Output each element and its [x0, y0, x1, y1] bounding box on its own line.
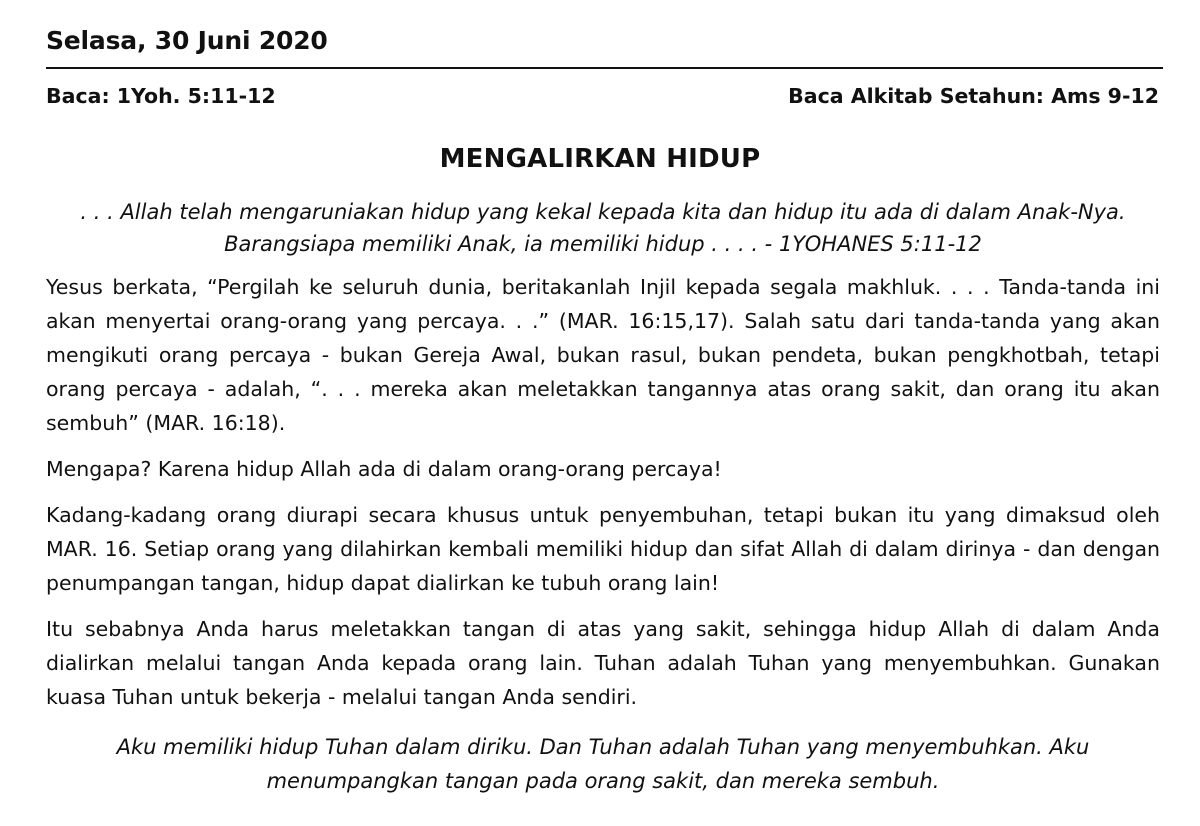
yearly-reading-reference: Baca Alkitab Setahun: Ams 9-12 [788, 84, 1159, 108]
confession: Aku memiliki hidup Tuhan dalam diriku. Dan Tuhan adalah Tuhan yang menyembuhkan. Aku menumpangkan tangan pada orang sakit, dan mereka sembuh. [116, 735, 1090, 793]
header-divider [46, 67, 1163, 69]
reading-references [46, 84, 1159, 108]
devotional-body [46, 270, 1160, 726]
body-paragraph: Mengapa? Karena hidup Allah ada di dalam orang-orang percaya! [46, 457, 722, 481]
body-paragraph: Kadang-kadang orang diurapi secara khusus untuk penyembuhan, tetapi bukan itu yang dimaksud oleh MAR. 16. Setiap orang yang dilahirkan kembali memiliki hidup dan sifat Allah di dalam dirinya - dan dengan penumpangan tangan, hidup dapat dialirkan ke tubuh orang lain! [46, 503, 1160, 595]
reading-reference: Baca: 1Yoh. 5:11-12 [46, 84, 276, 108]
key-verse: . . . Allah telah mengaruniakan hidup yang kekal kepada kita dan hidup itu ada di dalam Anak-Nya. Barangsiapa memiliki Anak, ia memiliki hidup . . . . - 1YOHANES 5:11-12 [80, 200, 1126, 256]
date-heading: Selasa, 30 Juni 2020 [46, 26, 328, 55]
body-paragraph: Itu sebabnya Anda harus meletakkan tangan di atas yang sakit, sehingga hidup Allah di dalam Anda dialirkan melalui tangan Anda kepada orang lain. Tuhan adalah Tuhan yang menyembuhkan. Gunakan kuasa Tuhan untuk bekerja - melalui tangan Anda sendiri. [46, 617, 1160, 709]
devotional-title: MENGALIRKAN HIDUP [439, 144, 761, 174]
body-paragraph: Yesus berkata, “Pergilah ke seluruh dunia, beritakanlah Injil kepada segala makhluk. . . . Tanda-tanda ini akan menyertai orang-orang yang percaya. . .” (MAR. 16:15,17). Salah satu dari tanda-tanda yang akan mengikuti orang percaya - bukan Gereja Awal, bukan rasul, bukan pendeta, bukan pengkhotbah, tetapi orang percaya - adalah, “. . . mereka akan meletakkan tangannya atas orang sakit, dan orang itu akan sembuh” (MAR. 16:18). [46, 275, 1160, 435]
